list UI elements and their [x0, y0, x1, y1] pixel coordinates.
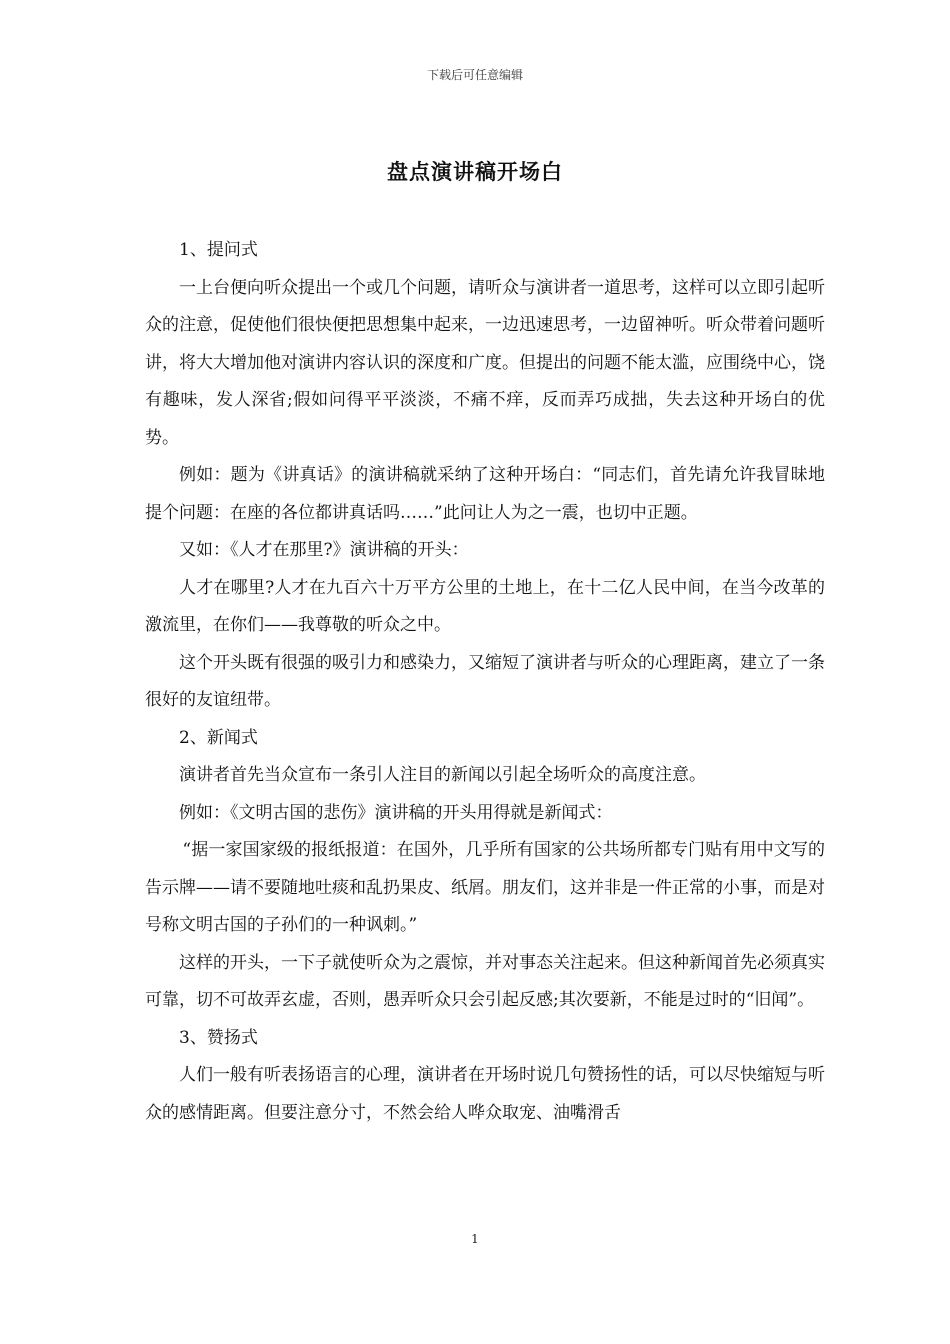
- section-heading: 2、新闻式: [179, 727, 258, 748]
- body-paragraph: 例如：题为《讲真话》的演讲稿就采纳了这种开场白：“同志们，首先请允许我冒昧地提个问题：在座的各位都讲真话吗……”此问让人为之一震，也切中正题。: [145, 465, 825, 523]
- document-body: [145, 232, 825, 1132]
- body-paragraph: 演讲者首先当众宣布一条引人注目的新闻以引起全场听众的高度注意。: [179, 765, 706, 785]
- body-paragraph: 又如：《人才在那里?》演讲稿的开头：: [179, 540, 469, 560]
- document-title: 盘点演讲稿开场白: [387, 160, 563, 184]
- body-paragraph: 一上台便向听众提出一个或几个问题，请听众与演讲者一道思考，这样可以立即引起听众的注意，促使他们很快便把思想集中起来，一边迅速思考，一边留神听。听众带着问题听讲，将大大增加他对演讲内容认识的深度和广度。但提出的问题不能太滥，应围绕中心，饶有趣味，发人深省;假如问得平平淡淡，不痛不痒，反而弄巧成拙，失去这种开场白的优势。: [145, 277, 825, 448]
- page-number: 1: [471, 1232, 479, 1246]
- body-paragraph: 人们一般有听表扬语言的心理，演讲者在开场时说几句赞扬性的话，可以尽快缩短与听众的感情距离。但要注意分寸，不然会给人哗众取宠、油嘴滑舌: [145, 1065, 825, 1123]
- body-paragraph: 这样的开头，一下子就使听众为之震惊，并对事态关注起来。但这种新闻首先必须真实可靠，切不可故弄玄虚，否则，愚弄听众只会引起反感;其次要新，不能是过时的“旧闻”。: [145, 952, 825, 1010]
- body-paragraph: 这个开头既有很强的吸引力和感染力，又缩短了演讲者与听众的心理距离，建立了一条很好的友谊纽带。: [145, 652, 825, 710]
- quoted-paragraph: “据一家国家级的报纸报道：在国外，几乎所有国家的公共场所都专门贴有用中文写的告示牌——请不要随地吐痰和乱扔果皮、纸屑。朋友们，这并非是一件正常的小事，而是对号称文明古国的子孙们的一种讽刺。”: [145, 840, 825, 935]
- body-paragraph: 人才在哪里?人才在九百六十万平方公里的土地上，在十二亿人民中间，在当今改革的激流里，在你们——我尊敬的听众之中。: [145, 577, 825, 635]
- section-heading: 1、提问式: [179, 240, 258, 260]
- header-note: 下载后可任意编辑: [426, 68, 523, 82]
- section-heading: 3、赞扬式: [179, 1027, 258, 1048]
- body-paragraph: 例如：《文明古国的悲伤》演讲稿的开头用得就是新闻式：: [179, 802, 613, 823]
